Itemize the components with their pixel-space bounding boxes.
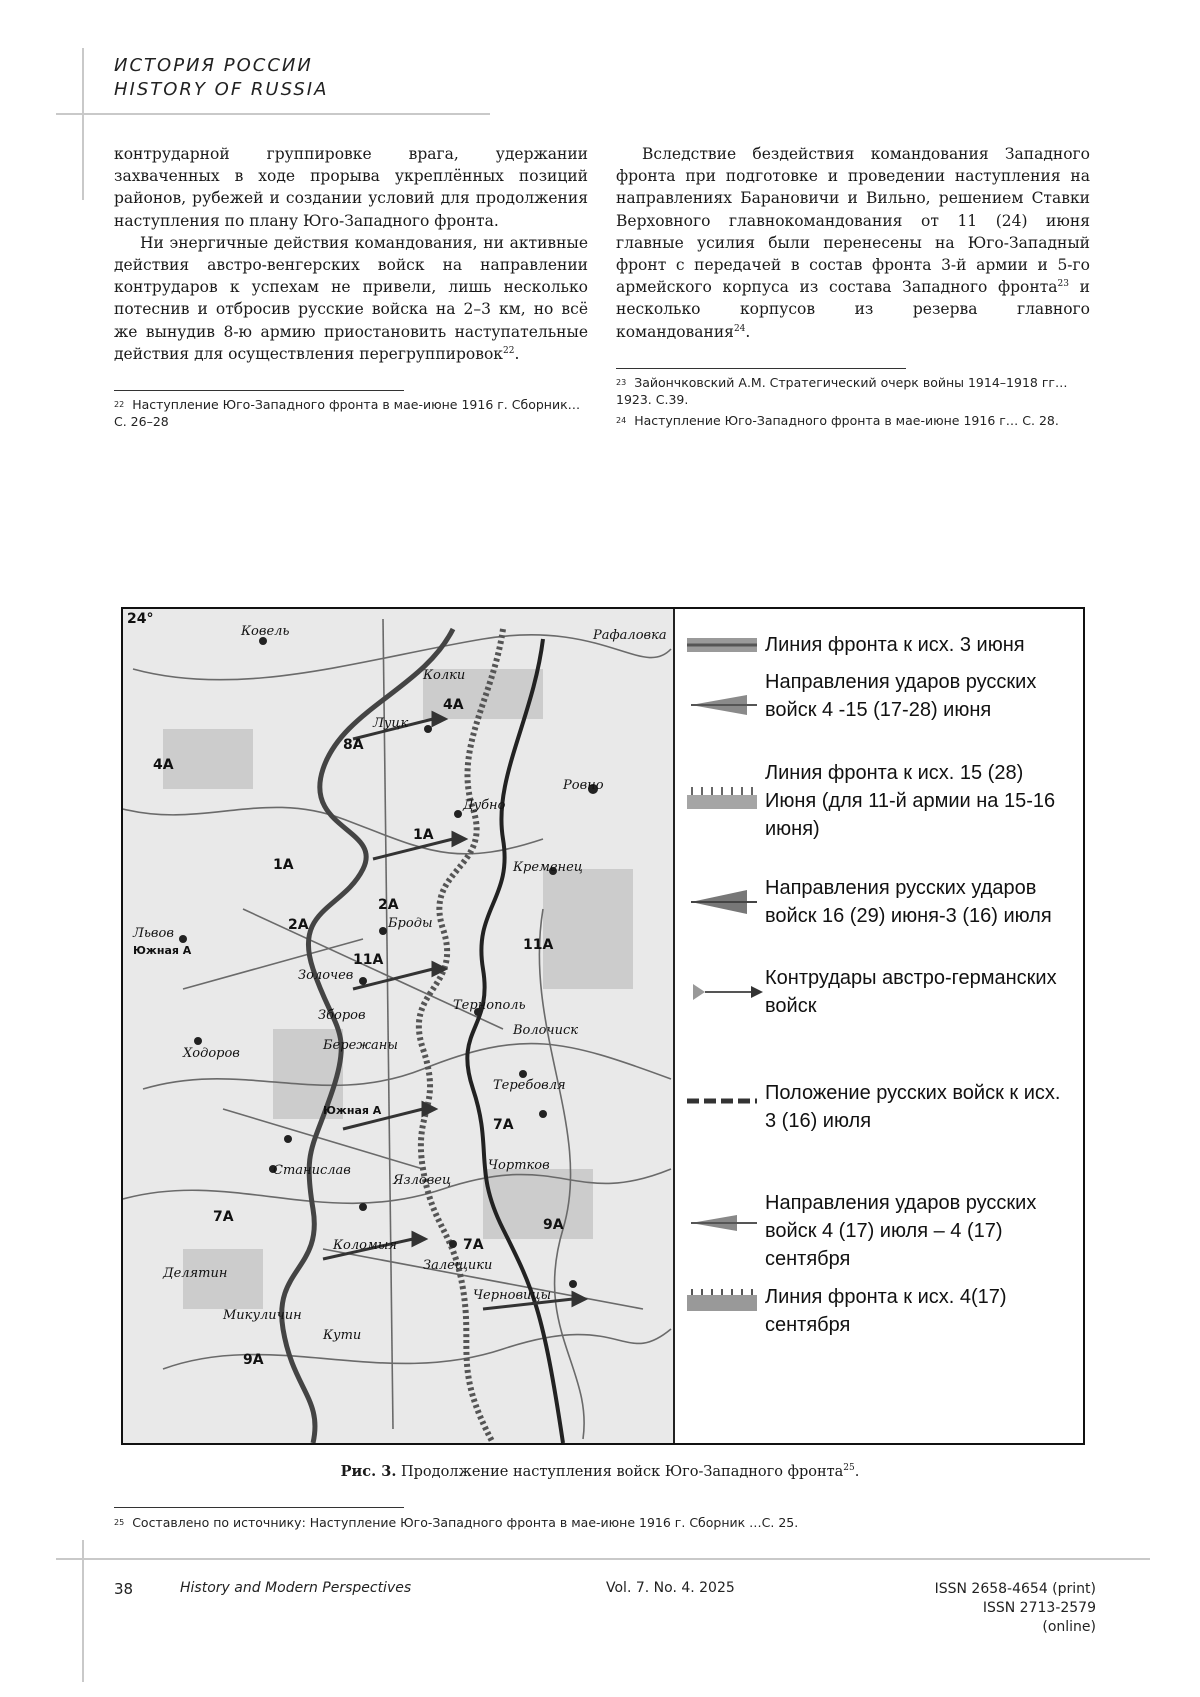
footnote-24 bbox=[616, 412, 1092, 429]
map-label-army-9a: 9А bbox=[543, 1217, 564, 1233]
map-label-yuzh-a: Южная А bbox=[133, 944, 192, 957]
legend-text-1: Линия фронта к исх. 3 июня bbox=[765, 634, 1025, 656]
map-label-rafalovka: Рафаловка bbox=[593, 628, 667, 643]
map-label-kolki: Колки bbox=[423, 668, 466, 683]
map-label-yuzh-a-2: Южная А bbox=[323, 1104, 382, 1117]
caption-end: . bbox=[854, 1464, 860, 1480]
map-label-mikulichin: Микуличин bbox=[223, 1308, 302, 1323]
map-label-army-7a-2: 7А bbox=[213, 1209, 234, 1225]
left-column bbox=[114, 143, 588, 365]
counterstrike-arrow-symbol bbox=[687, 980, 767, 1004]
legend-item-5 bbox=[675, 964, 1083, 1024]
issn-block bbox=[926, 1580, 1096, 1637]
map-label-army-8a: 8А bbox=[343, 737, 364, 753]
running-header bbox=[114, 54, 328, 102]
page-number: 38 bbox=[114, 1580, 134, 1598]
map-label-rovno: Ровно bbox=[563, 778, 604, 793]
ref-24[interactable]: 24 bbox=[733, 323, 746, 334]
legend-item-1 bbox=[675, 631, 1083, 661]
right-paragraph-1: Вследствие бездействия командования Западного фронта при подготовке и проведении наступления на направлениях Барановичи и Вильно, решением Ставки Верховного главнокомандования от 11 (24) июня главные усилия были перенесены на Юго-Западный фронт с передачей в состав фронта 3-й армии и 5-го армейского корпуса из состава Западного фронта$^{23}$ и несколько корпусов из резерва главного командования$^{24}$. bbox=[616, 145, 1090, 341]
front-line-september-symbol bbox=[687, 1287, 767, 1317]
map-label-kovel: Ковель bbox=[241, 624, 290, 639]
legend-text-5: Контрудары австро-германских войск bbox=[765, 967, 1057, 1017]
footnote-23 bbox=[616, 374, 1092, 408]
map-label-zborov: Зборов bbox=[318, 1008, 366, 1023]
legend-item-3 bbox=[675, 759, 1083, 849]
margin-rule-top bbox=[82, 48, 84, 200]
journal-name: History and Modern Perspectives bbox=[180, 1580, 412, 1596]
map-label-chernovitsy: Черновицы bbox=[473, 1288, 552, 1303]
right-paragraph-1a: Вследствие бездействия командования Западного фронта при подготовке и проведении наступления на направлениях Барановичи и Вильно, решением Ставки Верховного главнокомандования от 11 (24) июня главные усилия были перенесены на Юго-Западный фронт с передачей в состав фронта 3-й армии и 5-го армейского корпуса из состава Западного фронта bbox=[616, 145, 1090, 297]
issue-info: Vol. 7. No. 4. 2025 bbox=[606, 1580, 735, 1596]
footnote-22-text: Наступление Юго-Западного фронта в мае-июне 1916 г. Сборник… С. 26–28 bbox=[114, 397, 581, 429]
map-label-army-9a-2: 9А bbox=[243, 1352, 264, 1368]
footnote-23-text: Зайончковский А.М. Стратегический очерк войны 1914–1918 гг… 1923. С.39. bbox=[616, 375, 1068, 407]
caption-text: Продолжение наступления войск Юго-Западного фронта bbox=[396, 1464, 844, 1480]
map-label-zalishchiki: Залещики bbox=[423, 1258, 493, 1273]
map-label-delyatin: Делятин bbox=[163, 1266, 228, 1281]
figure-3 bbox=[121, 607, 1085, 1445]
map-label-army-2a: 2А bbox=[288, 917, 309, 933]
map-label-khodorov: Ходоров bbox=[183, 1046, 240, 1061]
strike-arrow-july-symbol bbox=[687, 890, 767, 914]
footnote-23-num: 23 bbox=[616, 378, 627, 387]
map-label-army-1a: 1А bbox=[273, 857, 294, 873]
map-label-berezhany: Бережаны bbox=[323, 1038, 398, 1053]
legend-item-4 bbox=[675, 874, 1083, 964]
header-en: HISTORY OF RUSSIA bbox=[114, 79, 329, 100]
footnote-22 bbox=[114, 396, 594, 430]
map-label-ternopol: Тернополь bbox=[453, 998, 526, 1013]
right-paragraph-1b: и несколько корпусов из резерва главного командования bbox=[616, 278, 1090, 341]
strike-arrow-june-symbol bbox=[687, 693, 767, 717]
ref-25[interactable]: 25 bbox=[843, 1463, 855, 1474]
footnote-rule-left bbox=[114, 390, 404, 391]
legend-text-4: Направления русских ударов войск 16 (29) июня-3 (16) июля bbox=[765, 877, 1052, 927]
map-label-army-7a: 7А bbox=[493, 1117, 514, 1133]
legend-item-7 bbox=[675, 1189, 1083, 1279]
map-label-chortkov: Чортков bbox=[488, 1158, 550, 1173]
map-label-brody: Броды bbox=[388, 916, 433, 931]
footnote-24-num: 24 bbox=[616, 416, 627, 425]
right-column bbox=[616, 143, 1090, 343]
strike-arrow-september-symbol bbox=[687, 1213, 767, 1233]
legend-text-7: Направления ударов русских войск 4 (17) июля – 4 (17) сентября bbox=[765, 1192, 1037, 1270]
map-label-terebovlya: Теребовля bbox=[493, 1078, 566, 1093]
footnote-22-num: 22 bbox=[114, 400, 125, 409]
front-line-june-3-symbol bbox=[687, 633, 767, 657]
map-label-volochisk: Волочиск bbox=[513, 1023, 578, 1038]
footnote-rule-bottom bbox=[114, 1507, 404, 1508]
ref-22[interactable]: 22 bbox=[503, 345, 515, 356]
legend-text-3: Линия фронта к исх. 15 (28) Июня (для 11-й армии на 15-16 июня) bbox=[765, 762, 1056, 840]
front-line-june-15-symbol bbox=[687, 785, 767, 815]
caption-label: Рис. 3. bbox=[340, 1463, 397, 1480]
map-label-army-11a-2: 11А bbox=[523, 937, 554, 953]
map-label-dubno: Дубно bbox=[463, 798, 506, 813]
map-label-lon24: 24° bbox=[127, 611, 154, 627]
map-label-army-2a-2: 2А bbox=[378, 897, 399, 913]
footnote-25-text: Составлено по источнику: Наступление Юго-Западного фронта в мае-июне 1916 г. Сборник …С. 25. bbox=[132, 1515, 799, 1530]
map-label-lvov: Львов bbox=[133, 926, 174, 941]
footer-rule bbox=[56, 1558, 1150, 1560]
map-label-kremenets: Кременец bbox=[513, 860, 583, 875]
legend-text-6: Положение русских войск к исх. 3 (16) июля bbox=[765, 1082, 1061, 1132]
map-label-army-7a-3: 7А bbox=[463, 1237, 484, 1253]
footnote-24-text: Наступление Юго-Западного фронта в мае-июне 1916 г… С. 28. bbox=[634, 413, 1059, 428]
ref-23[interactable]: 23 bbox=[1057, 279, 1069, 290]
map-label-army-1a-2: 1А bbox=[413, 827, 434, 843]
header-ru: ИСТОРИЯ РОССИИ bbox=[114, 55, 313, 76]
map-label-yazlovets: Язловец bbox=[393, 1173, 452, 1188]
footnote-25 bbox=[114, 1514, 1014, 1531]
map-label-kolomyya: Коломыя bbox=[333, 1238, 397, 1253]
left-paragraph-2: Ни энергичные действия командования, ни активные действия австро-венгерских войск на направлении контрударов к успехам не привели, лишь несколько потеснив и отбросив русские войска на 2–3 км, но всё же вынудив 8-ю армию приостановить наступательные действия для осуществления перегруппировок$^{22}$. bbox=[114, 233, 588, 363]
issn-print: ISSN 2658-4654 (print) bbox=[934, 1581, 1096, 1597]
map-label-stanislav: Станислав bbox=[273, 1163, 351, 1178]
left-paragraph-1: контрударной группировке врага, удержании захваченных в ходе прорыва укреплённых позиций районов, рубежей и создании условий для продолжения наступления по плану Юго-Западного фронта. bbox=[114, 145, 588, 230]
legend-item-8 bbox=[675, 1283, 1083, 1343]
legend-text-8: Линия фронта к исх. 4(17) сентября bbox=[765, 1286, 1007, 1336]
map-label-kuty: Кути bbox=[323, 1328, 362, 1343]
footnote-25-num: 25 bbox=[114, 1518, 125, 1527]
map-label-lutsk: Луцк bbox=[373, 716, 409, 731]
margin-rule-bottom bbox=[82, 1540, 84, 1682]
left-paragraph-2-text: Ни энергичные действия командования, ни активные действия австро-венгерских войск на направлении контрударов к успехам не привели, лишь несколько потеснив и отбросив русские войска на 2–3 км, но всё же вынудив 8-ю армию приостановить наступательные действия для осуществления перегруппировок bbox=[114, 233, 588, 363]
issn-online: ISSN 2713-2579 (online) bbox=[982, 1600, 1096, 1635]
map-label-zolochev: Золочев bbox=[298, 968, 354, 983]
russian-position-dashed-symbol bbox=[687, 1093, 767, 1109]
map-label-army-4a-2: 4А bbox=[443, 697, 464, 713]
footnote-rule-right bbox=[616, 368, 906, 369]
legend-text-2: Направления ударов русских войск 4 -15 (17-28) июня bbox=[765, 671, 1037, 721]
legend-item-2 bbox=[675, 665, 1083, 755]
map-legend bbox=[675, 609, 1083, 1443]
header-rule bbox=[56, 113, 490, 115]
legend-item-6 bbox=[675, 1079, 1083, 1139]
map-label-army-11a: 11А bbox=[353, 952, 384, 968]
front-map bbox=[123, 609, 675, 1443]
figure-caption bbox=[0, 1463, 1200, 1480]
map-label-army-4a: 4А bbox=[153, 757, 174, 773]
